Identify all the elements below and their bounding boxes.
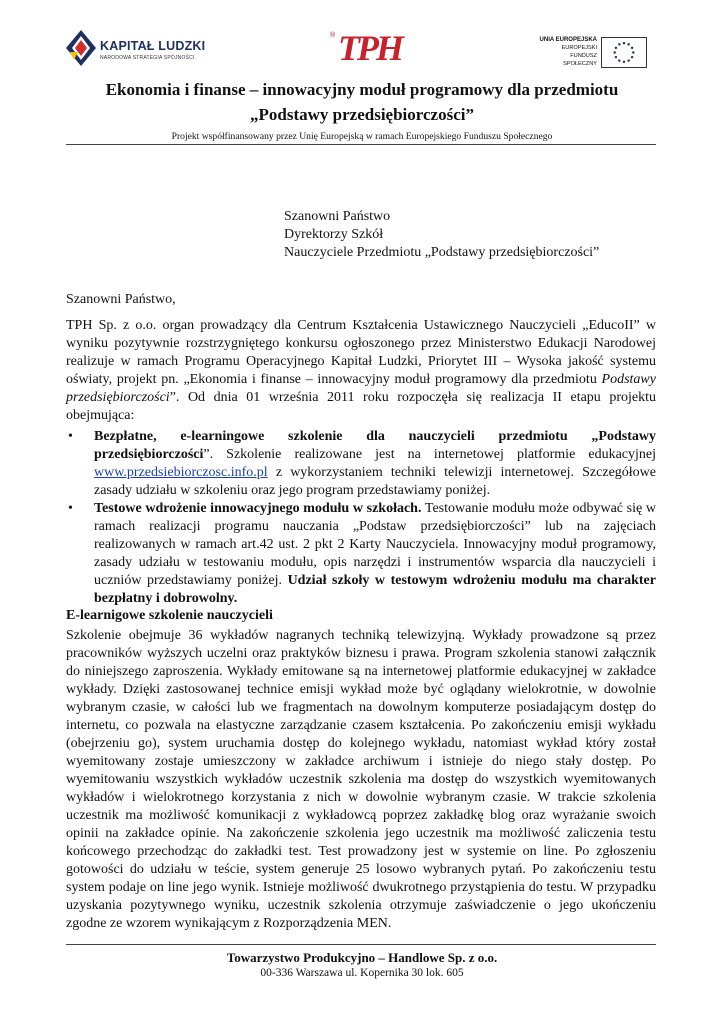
bullet-1-bold: Bezpłatne, e-learningowe szkolenie dla nauczycieli przedmiotu „Podstawy przedsiębiorczości: [94, 429, 656, 462]
footer-address: 00-336 Warszawa ul. Kopernika 30 lok. 605: [260, 967, 464, 979]
eu-star-icon: [613, 51, 615, 53]
intro-text-1: TPH Sp. z o.o. organ prowadzący dla Centrum Kształcenia Ustawicznego Nauczycieli „EducoII” w wyniku pozytywnie rozstrzygniętego konkursu ogłoszonego przez Ministerstwo Edukacji Narodowej realizuje w ramach Programu Operacyjnego Kapitał Ludzki, Priorytet III – Wysoka jakość systemu oświaty, projekt pn. „Ekonomia i finanse – innowacyjny moduł programowy dla przedmiotu: [66, 318, 656, 387]
eu-flag-icon: [601, 37, 647, 68]
addressee-block: [284, 208, 599, 262]
addressee-line-3: Nauczyciele Przedmiotu „Podstawy przedsiębiorczości”: [284, 245, 600, 260]
intro-text-2: ”. Od dnia 01 września 2011 roku rozpoczęła się realizacja II etapu projektu obejmująca:: [66, 390, 656, 423]
eu-star-icon: [631, 47, 633, 49]
eu-star-icon: [618, 43, 620, 45]
addressee-line-1: Szanowni Państwo: [284, 209, 391, 224]
bullet-1-text-1: ”. Szkolenie realizowane jest na internetowej platformie edukacyjnej: [203, 447, 656, 462]
footer-company: Towarzystwo Produkcyjno – Handlowe Sp. z o.o.: [226, 950, 498, 965]
platform-link[interactable]: www.przedsiebiorczosc.info.pl: [94, 465, 268, 480]
greeting: Szanowni Państwo,: [66, 292, 176, 307]
addressee-line-2: Dyrektorzy Szkół: [284, 227, 384, 242]
eu-star-icon: [618, 59, 620, 61]
document-title-line-2: „Podstawy przedsiębiorczości”: [250, 105, 474, 124]
section-heading: E-learnigowe szkolenie nauczycieli: [66, 608, 273, 623]
kapital-ludzki-emblem-icon: [66, 30, 96, 66]
bullet-icon: •: [68, 501, 73, 516]
tph-logo: [330, 28, 401, 72]
eu-star-icon: [627, 59, 629, 61]
eu-line-2: EUROPEJSKI: [561, 45, 597, 51]
kapital-ludzki-subtitle: NARODOWA STRATEGIA SPÓJNOŚCI: [100, 55, 195, 61]
eu-star-icon: [615, 47, 617, 49]
bullet-1-text-2: z wykorzystaniem techniki telewizji internetowej. Szczegółowe zasady udziału w szkoleniu oraz jego program przedstawiamy poniżej.: [94, 465, 656, 498]
bullet-2-text: Testowanie modułu może odbywać się w ramach realizacji programu nauczania „Podstaw przedsiębiorczości” lub na zajęciach realizowanych w ramach art.42 ust. 2 pkt 2 Karty Nauczyciela. Innowacyjny moduł programowy, zasady udziału w testowaniu modułu, opis narzędzi i instrumentów wsparcia dla nauczycieli i uczniów przedstawiamy poniżej.: [94, 501, 656, 588]
eu-star-icon: [627, 43, 629, 45]
bullet-2-bold: Testowe wdrożenie innowacyjnego modułu w szkołach.: [94, 501, 422, 516]
section-paragraph: Szkolenie obejmuje 36 wykładów nagranych techniką telewizyjną. Wykłady prowadzone są przez pracowników wyższych uczelni oraz praktyków biznesu i prawa. Program szkolenia stanowi załącznik do niniejszego zaproszenia. Wykłady emitowane są na internetowej platformie edukacyjnej w zakładce wykłady. Dzięki zastosowanej technice emisji wykład może być oglądany wielokrotnie, w dowolnie wybranym czasie, w całości lub we fragmentach na dowolnym komputerze posiadającym dostęp do internetu, co pozwala na elastyczne zarządzanie czasem kształcenia. Po zakończeniu emisji wykładu (obejrzeniu go), system uruchamia dostęp do kolejnego wykładu, natomiast wykład który został wyemitowany zostaje umieszczony w zakładce archiwum i istnieje do niego stały dostęp. Po wyemitowaniu wszystkich wykładów uczestnik szkolenia ma dostęp do wszystkich wyemitowanych wykładów i wielokrotnego korzystania z nich w dowolnie wybranym czasie. W trakcie szkolenia uczestnik ma możliwość komunikacji z wykładowcą poprzez zakładkę blog oraz wyrażanie swoich opinii na zakładce opinie. Na zakończenie szkolenia jego uczestnik ma możliwość zaliczenia testu końcowego przechodząc do zakładki test. Test prowadzony jest w systemie on line. Po zgłoszeniu gotowości do udziału w teście, system generuje 25 losowo wybranych pytań. Po zakończeniu testu system podaje on line jego wynik. Istnieje możliwość dwukrotnego przystąpienia do testu. W przypadku uzyskania pozytywnego wyniku, uczestnik szkolenia otrzymuje zaświadczenie o jego ukończeniu zgodne ze wzorem wynikającym z Rozporządzenia MEN.: [66, 628, 656, 931]
list-item: [66, 428, 656, 500]
eu-star-icon: [623, 42, 625, 44]
tph-logo-text: TPH: [338, 28, 401, 68]
bullet-icon: •: [68, 429, 73, 444]
eu-line-3: FUNDUSZ SPOŁECZNY: [563, 53, 597, 67]
list-item: [66, 500, 656, 608]
eu-star-icon: [615, 56, 617, 58]
kapital-ludzki-logo: [66, 30, 216, 72]
eu-star-icon: [631, 56, 633, 58]
document-title-line-1: Ekonomia i finanse – innowacyjny moduł programowy dla przedmiotu: [105, 80, 619, 99]
registered-mark: ®: [330, 32, 336, 39]
eu-logo: [535, 36, 650, 70]
eu-star-icon: [632, 51, 634, 53]
cofinancing-note: Projekt współfinansowany przez Unię Europejską w ramach Europejskiego Funduszu Społecznego: [171, 131, 553, 142]
kapital-ludzki-title: KAPITAŁ LUDZKI: [100, 39, 206, 53]
bullet-2-bold-end: Udział szkoły w testowym wdrożeniu modułu ma charakter bezpłatny i dobrowolny.: [94, 573, 656, 606]
eu-line-1: UNIA EUROPEJSKA: [539, 37, 597, 43]
intro-italic: Podstawy przedsiębiorczości: [66, 372, 656, 405]
intro-paragraph: [66, 317, 656, 425]
eu-star-icon: [623, 61, 625, 63]
header-divider: [66, 144, 656, 145]
footer-divider: [66, 944, 656, 945]
bullet-list: [66, 428, 656, 608]
eu-logo-text: [535, 36, 597, 68]
